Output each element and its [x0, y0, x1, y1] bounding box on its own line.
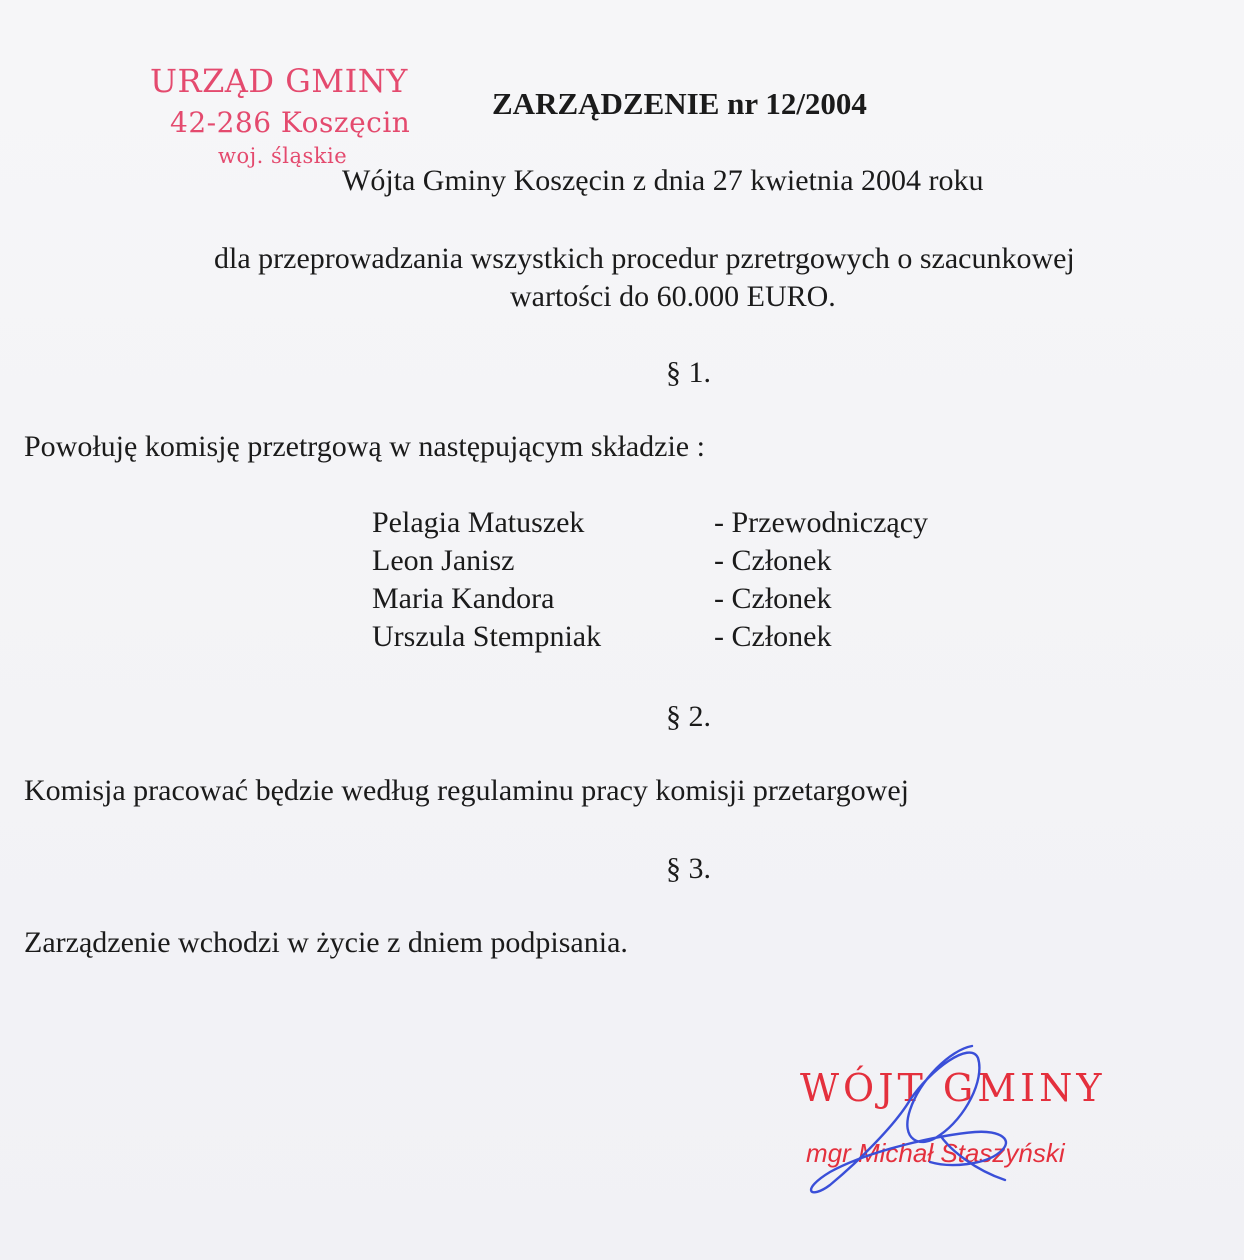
section-2-text: Komisja pracować będzie według regulaminu pracy komisji przetargowej	[24, 774, 909, 807]
office-stamp-line1: URZĄD GMINY	[150, 62, 408, 100]
office-stamp-line3: woj. śląskie	[218, 144, 348, 168]
section-1-heading: § 1.	[666, 356, 711, 389]
member-role: - Członek	[714, 582, 832, 615]
member-role: - Członek	[714, 544, 832, 577]
section-3-heading: § 3.	[666, 852, 711, 885]
member-name: Leon Janisz	[372, 544, 515, 577]
mayor-stamp-title: WÓJT GMINY	[800, 1066, 1106, 1110]
section-2-heading: § 2.	[666, 700, 711, 733]
mayor-stamp-name: mgr Michał Staszyński	[806, 1138, 1065, 1168]
member-name: Urszula Stempniak	[372, 620, 602, 653]
member-role: - Członek	[714, 620, 832, 653]
office-stamp-line2: 42-286 Koszęcin	[170, 106, 411, 139]
handwritten-signature	[800, 1040, 1030, 1200]
section-3-text: Zarządzenie wchodzi w życie z dniem podpisania.	[24, 926, 628, 959]
purpose-line2: wartości do 60.000 EURO.	[510, 280, 836, 313]
document-subtitle: Wójta Gminy Koszęcin z dnia 27 kwietnia 2004 roku	[342, 164, 984, 197]
member-role: - Przewodniczący	[714, 506, 929, 539]
section-1-text: Powołuję komisję przetrgową w następującym składzie :	[24, 430, 705, 463]
member-name: Maria Kandora	[372, 582, 555, 615]
document-title: ZARZĄDZENIE nr 12/2004	[492, 86, 867, 121]
member-name: Pelagia Matuszek	[372, 506, 585, 539]
purpose-line1: dla przeprowadzania wszystkich procedur pzretrgowych o szacunkowej	[214, 242, 1075, 275]
